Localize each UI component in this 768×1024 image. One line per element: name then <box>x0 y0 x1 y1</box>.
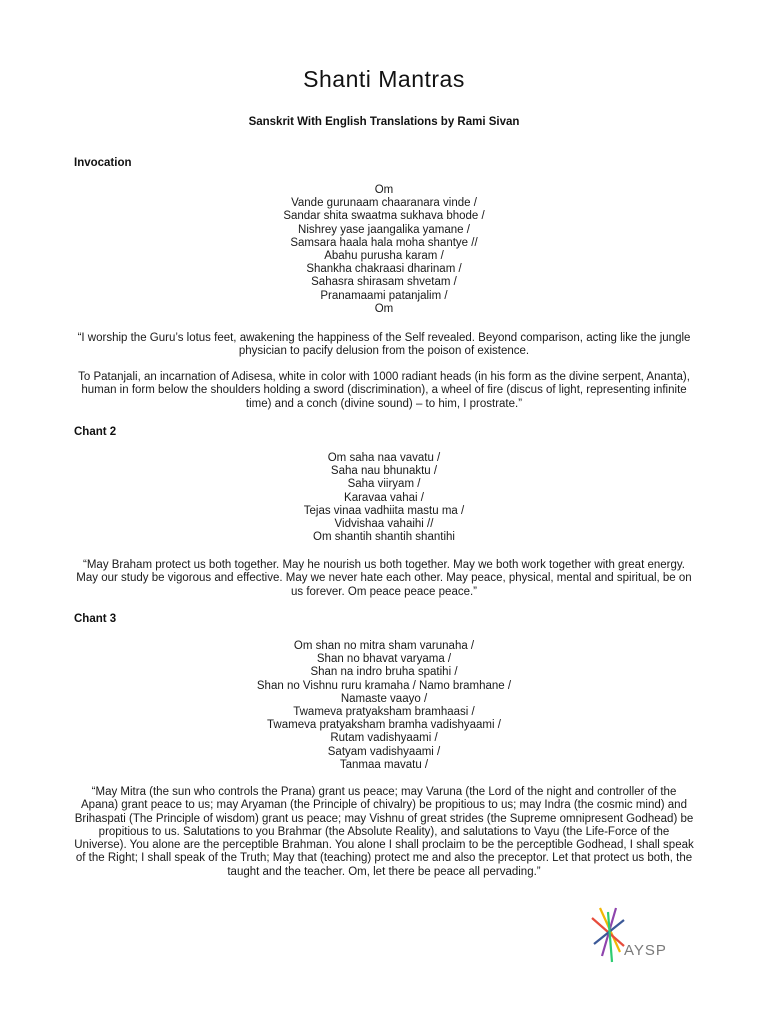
section-heading-chant-3: Chant 3 <box>74 613 117 625</box>
verse-line: Tanmaa mavatu / <box>339 758 429 771</box>
verse-line: Shan no bhavat varyama / <box>316 653 452 666</box>
verse-line: Om shan no mitra sham varunaha / <box>293 640 475 652</box>
verse-line: Om shantih shantih shantihi <box>313 531 455 544</box>
verse-line: Om saha naa vavatu / <box>327 452 441 464</box>
verse-line: Twameva pratyaksham bramha vadishyaami / <box>267 719 501 732</box>
translation-chant-2: “May Braham protect us both together. May he nourish us both together. May we both work together with great energy. May our study be vigorous and effective. May we never hate each other. May peace, physical, mental and spiritual, be on us forever. Om peace peace peace.” <box>76 559 692 598</box>
verse-line: Sahasra shirasam shvetam / <box>311 276 457 289</box>
logo-text: AYSP <box>624 942 667 959</box>
page-title: Shanti Mantras <box>303 66 465 92</box>
verse-invocation <box>0 184 768 316</box>
page-subtitle: Sanskrit With English Translations by Rami Sivan <box>248 116 520 128</box>
translation-invocation-2: To Patanjali, an incarnation of Adisesa, white in color with 1000 radiant heads (in his form as the divine serpent, Ananta), human in form below the shoulders holding a sword (discrimination), a wheel of fire (discus of light, representing infinite time) and a conch (divine sound) – to him, I prostrate.” <box>78 371 690 410</box>
verse-line: Vande gurunaam chaaranara vinde / <box>291 197 477 210</box>
verse-line: Shan no Vishnu ruru kramaha / Namo bramhane / <box>256 679 512 692</box>
verse-line: Saha nau bhunaktu / <box>330 465 438 478</box>
verse-line: Abahu purusha karam / <box>324 250 444 263</box>
verse-line: Samsara haala hala moha shantye // <box>290 236 478 249</box>
verse-line: Shankha chakraasi dharinam / <box>306 263 462 276</box>
verse-line: Satyam vadishyaami / <box>327 745 441 758</box>
verse-line: Nishrey yase jaangalika yamane / <box>298 223 470 236</box>
verse-line: Rutam vadishyaami / <box>330 732 438 745</box>
translation-chant-3: “May Mitra (the sun who controls the Prana) grant us peace; may Varuna (the Lord of the night and controller of the Apana) grant peace to us; may Aryaman (the Principle of chivalry) be propitious to us; may Indra (the cosmic mind) and Brihaspati (The Principle of wisdom) grant us peace; may Vishnu of great strides (the Supreme omnipresent Godhead) be propitious to us. Salutations to you Brahmar (the Absolute Reality), and salutations to Vayu (the Life-Force of the Universe). You alone are the perceptible Brahman. You alone I shall proclaim to be the perceptible Godhead, I shall speak of the Right; I shall speak of the Truth; May that (teaching) protect me and also the preceptor. Let that protect us both, the taught and the teacher. Om, let there be peace all pervading.” <box>74 786 694 878</box>
translation-invocation-1: “I worship the Guru’s lotus feet, awakening the happiness of the Self revealed. Beyond comparison, acting like the jungle physician to pacify delusion from the poison of existence. <box>77 332 691 358</box>
verse-line: Pranamaami patanjalim / <box>320 289 448 302</box>
verse-line: Karavaa vahai / <box>344 491 424 504</box>
verse-line: Om <box>374 184 394 196</box>
verse-line: Saha viiryam / <box>347 478 421 491</box>
verse-line: Shan na indro bruha spatihi / <box>310 666 458 679</box>
verse-chant-2 <box>0 452 768 544</box>
section-heading-chant-2: Chant 2 <box>74 426 117 438</box>
verse-line: Vidvishaa vahaihi // <box>334 518 434 531</box>
verse-line: Sandar shita swaatma sukhava bhode / <box>283 210 485 223</box>
verse-chant-3 <box>0 640 768 772</box>
verse-line: Om <box>374 302 394 315</box>
verse-line: Tejas vinaa vadhiita mastu ma / <box>303 504 465 517</box>
section-heading-invocation: Invocation <box>74 157 132 169</box>
verse-line: Namaste vaayo / <box>340 692 428 705</box>
verse-line: Twameva pratyaksham bramhaasi / <box>293 706 475 719</box>
